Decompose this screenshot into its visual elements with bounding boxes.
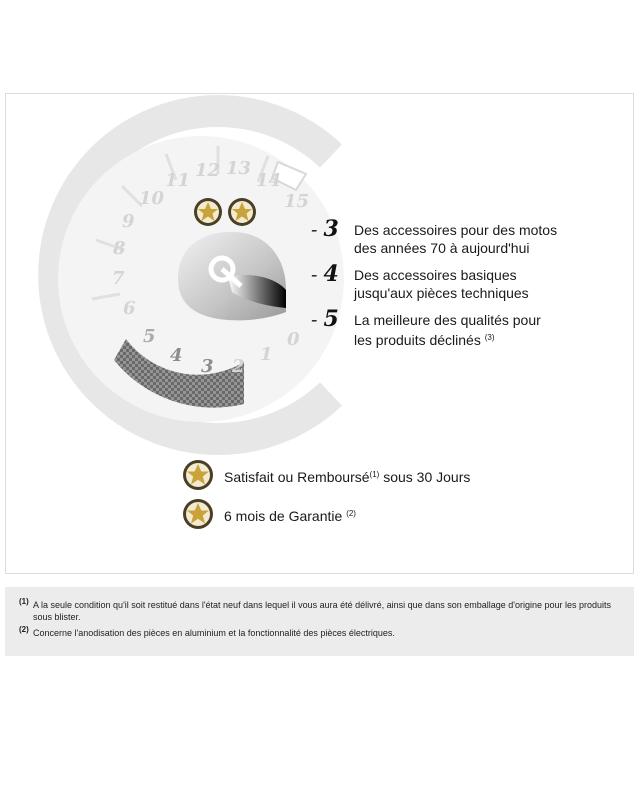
- star-medal-icon: [194, 198, 222, 226]
- footnotes: [5, 587, 634, 656]
- tick-2: 2: [232, 356, 245, 377]
- claim-item: [311, 261, 611, 306]
- features-card: 0 1 2 3 4 5 6 7 8 9 10 11 12 13 14 15 - 3 Des accessoires pour des motos des années 70 à aujourd'hui - 4 Des accessoires basiques jusqu'aux pièces techniques - 5 La meilleure des qualités pour les produits déclinés $^{(3)}$ Satisfait ou Remboursé$^{(1)}$ sous 30 Jours 6 mois de Garantie $^{(2)}$: [5, 93, 634, 574]
- tick-5: 5: [143, 326, 156, 347]
- footnote-text: Concerne l'anodisation des pièces en aluminium et la fonctionnalité des pièces électriques.: [33, 628, 395, 638]
- tick-8: 8: [113, 238, 126, 259]
- tick-12: 12: [195, 160, 221, 181]
- claim-number: - 4: [311, 261, 339, 287]
- tick-9: 9: [122, 211, 135, 232]
- claim-text: Des accessoires basiques jusqu'aux pièces techniques: [354, 267, 529, 301]
- tick-10: 10: [139, 188, 165, 209]
- tick-7: 7: [112, 268, 125, 289]
- tick-14: 14: [256, 170, 282, 191]
- tick-4: 4: [170, 345, 183, 366]
- claim-number: - 5: [311, 306, 339, 332]
- tick-15: 15: [284, 191, 310, 212]
- claim-text: Des accessoires pour des motos des années 70 à aujourd'hui: [354, 222, 558, 256]
- footnote-mark: (2): [19, 625, 29, 634]
- footnote-item: [19, 599, 620, 623]
- claim-item: [311, 216, 611, 261]
- star-medal-icon: [228, 198, 256, 226]
- tick-1: 1: [260, 344, 273, 365]
- footnote-ref: (1): [369, 470, 380, 479]
- footnote-mark: (1): [19, 597, 29, 606]
- star-medal-icon: [182, 498, 214, 530]
- claim-text: La meilleure des qualités pour les produits déclinés $^{(3)}$: [354, 312, 541, 348]
- tick-6: 6: [123, 298, 136, 319]
- claim-number: - 3: [311, 216, 339, 242]
- footnote-ref: (3): [484, 333, 495, 342]
- footnote-text: A la seule condition qu'il soit restitué dans l'état neuf dans lequel il vous aura été délivré, ainsi que dans son emballage d'origine pour les produits sous blister.: [33, 600, 612, 622]
- claims-list: [311, 216, 611, 351]
- tick-13: 13: [226, 158, 252, 179]
- footnote-ref: (2): [346, 509, 356, 518]
- footnote-item: [19, 627, 620, 639]
- tick-3: 3: [201, 356, 214, 377]
- claim-item: [311, 306, 611, 351]
- star-medal-icon: [182, 459, 214, 491]
- tick-11: 11: [165, 170, 191, 191]
- tick-0: 0: [287, 329, 300, 350]
